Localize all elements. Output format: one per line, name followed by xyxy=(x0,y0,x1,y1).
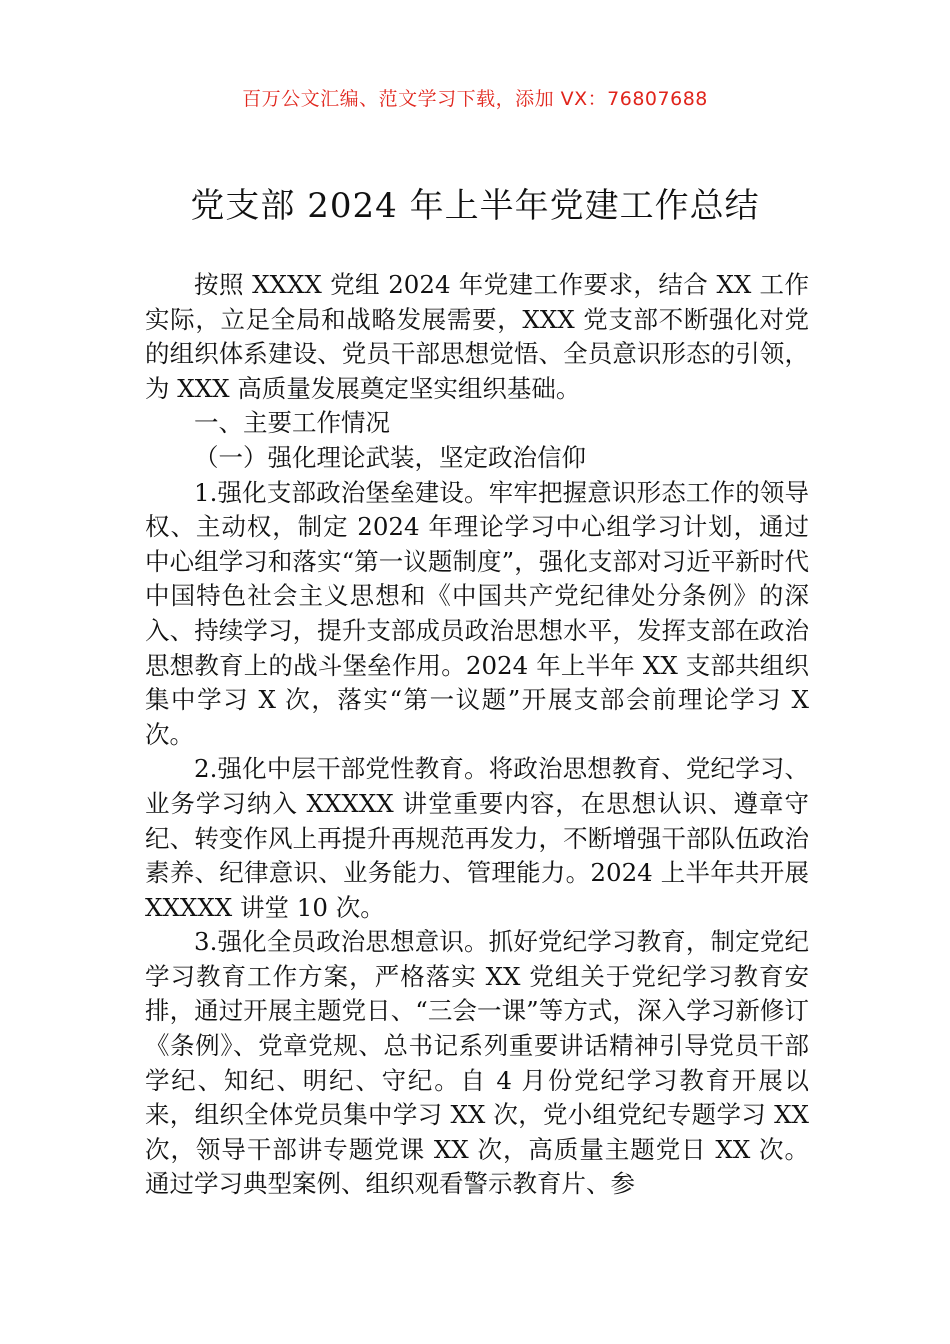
subsection-heading: （一）强化理论武装，坚定政治信仰 xyxy=(194,442,586,472)
item-paragraph-1: 1.强化支部政治堡垒建设。牢牢把握意识形态工作的领导权、主动权，制定 2024 年理论学习中心组学习计划，通过中心组学习和落实“第一议题制度”，强化支部对习近平新时代中国特色社会主义思想和《中国共产党纪律处分条例》的深入、持续学习，提升支部成员政治思想水平，发挥支部在政治思想教育上的战斗堡垒作用。2024 年上半年 XX 支部共组织集中学习 X 次，落实“第一议题”开展支部会前理论学习 X 次。 xyxy=(145,477,809,749)
item-paragraph-3: 3.强化全员政治思想意识。抓好党纪学习教育，制定党纪学习教育工作方案，严格落实 XX 党组关于党纪学习教育安排，通过开展主题党日、“三会一课”等方式，深入学习新修订《条例》、党章党规、总书记系列重要讲话精神引导党员干部学纪、知纪、明纪、守纪。自 4 月份党纪学习教育开展以来，组织全体党员集中学习 XX 次，党小组党纪专题学习 XX 次，领导干部讲专题党课 XX 次，高质量主题党日 XX 次。通过学习典型案例、组织观看警示教育片、参 xyxy=(145,927,809,1199)
header-note: 百万公文汇编、范文学习下载，添加 VX：76807688 xyxy=(242,88,708,110)
document-title: 党支部 2024 年上半年党建工作总结 xyxy=(190,186,760,226)
document-body xyxy=(145,268,809,1202)
item-paragraph-2: 2.强化中层干部党性教育。将政治思想教育、党纪学习、业务学习纳入 XXXXX 讲堂重要内容，在思想认识、遵章守纪、转变作风上再提升再规范再发力，不断增强干部队伍政治素养、纪律意识、业务能力、管理能力。2024 上半年共开展 XXXXX 讲堂 10 次。 xyxy=(145,754,809,922)
section-heading: 一、主要工作情况 xyxy=(194,408,390,438)
intro-paragraph: 按照 XXXX 党组 2024 年党建工作要求，结合 XX 工作实际，立足全局和战略发展需要，XXX 党支部不断强化对党的组织体系建设、党员干部思想觉悟、全员意识形态的引领，为 XXX 高质量发展奠定坚实组织基础。 xyxy=(145,270,809,403)
